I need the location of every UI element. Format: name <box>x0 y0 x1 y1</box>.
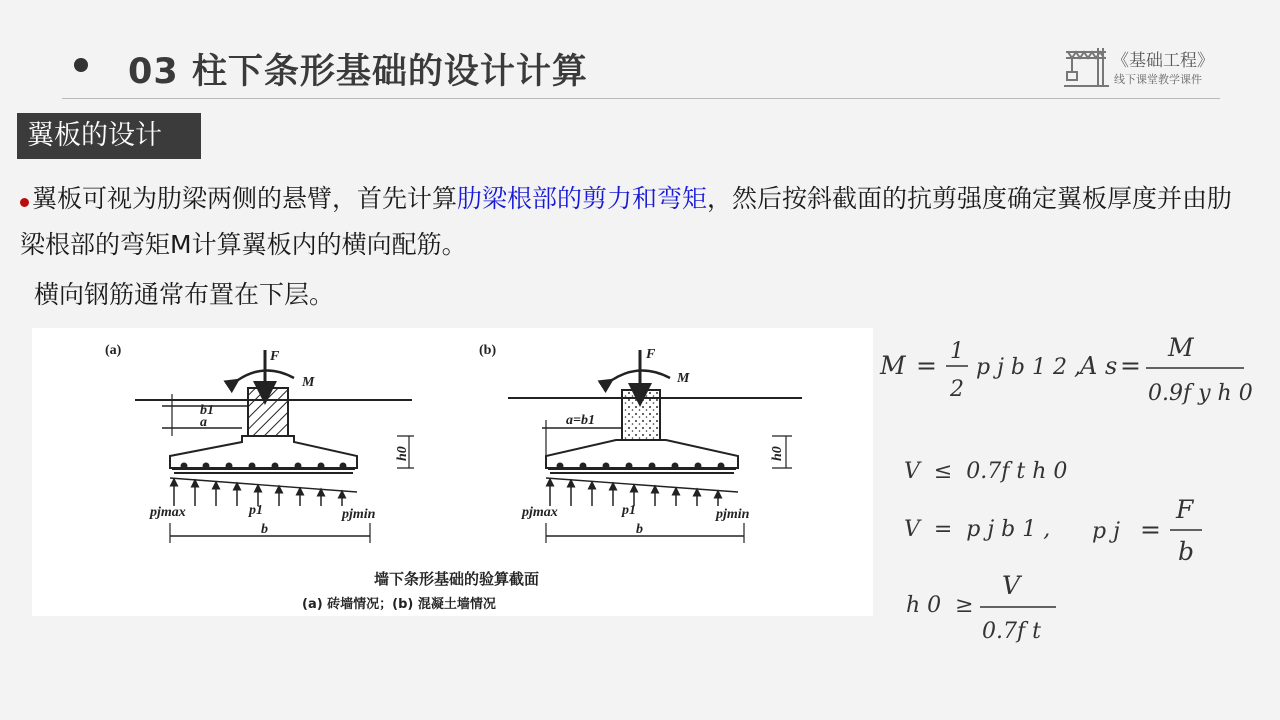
crane-icon <box>1062 44 1112 90</box>
label-a-dim: a <box>200 415 207 430</box>
label-b-b: b <box>636 522 643 537</box>
paragraph-highlight: 肋梁根部的剪力和弯矩 <box>457 184 708 213</box>
formula-h0-lhs: h 0 ≥ <box>906 593 974 618</box>
label-pjmin-b: pjmin <box>716 507 750 522</box>
label-F-b: F <box>646 347 656 362</box>
formula-pj-den: b <box>1178 537 1195 566</box>
formula-M-rhs: p j b 1 2 , <box>976 355 1081 380</box>
formula-V-shear: V ≤ 0.7f t h 0 <box>904 459 1068 484</box>
label-M-a: M <box>302 375 315 390</box>
label-M-b: M <box>677 371 690 386</box>
foundation-section-figure <box>32 328 873 616</box>
formula-As-eq: = <box>1120 351 1141 380</box>
formula-As-num: M <box>1168 333 1194 362</box>
formula-half-num: 1 <box>950 339 964 364</box>
red-bullet-icon <box>20 198 29 207</box>
section-label: 翼板的设计 <box>17 113 201 159</box>
paragraph-main <box>20 176 1250 268</box>
figure-subcaption: (a) 砖墙情况；(b) 混凝土墙情况 <box>302 597 496 612</box>
formula-pj-eq: = <box>1140 515 1161 544</box>
label-b-a: b <box>261 522 268 537</box>
formula-M-eq: = <box>916 351 937 380</box>
title-bullet <box>74 58 88 72</box>
page-title: 03 柱下条形基础的设计计算 <box>128 52 588 92</box>
formula-As-lhs: A s <box>1080 352 1118 380</box>
formula-panel <box>876 328 1276 658</box>
formula-svg <box>876 328 1276 658</box>
formula-As-den: 0.9f y h 0 <box>1148 381 1253 406</box>
pressure-arrows-b <box>550 479 718 506</box>
formula-half-den: 2 <box>950 377 964 402</box>
title-divider <box>62 98 1220 99</box>
pressure-arrows-a <box>174 479 342 506</box>
paragraph-second: 横向钢筋通常布置在下层。 <box>34 280 335 309</box>
formula-pj-num: F <box>1176 495 1194 524</box>
paragraph-text-b: ，然后按斜截面的抗剪强度确定翼板厚度并由肋梁根部的弯矩M计算翼板内的横向配筋。 <box>20 184 1233 259</box>
label-pjmax-b: pjmax <box>522 505 558 520</box>
formula-h0-num: V <box>1002 571 1021 600</box>
label-pjmax-a: pjmax <box>150 505 186 520</box>
formula-M-lhs: M <box>880 351 906 380</box>
foundation-diagram <box>32 328 873 616</box>
formula-V-def: V = p j b 1 , <box>904 517 1051 542</box>
label-p1-b: p1 <box>622 503 636 518</box>
label-a-eq-b1: a=b1 <box>566 413 595 428</box>
paragraph-text-a: 翼板可视为肋梁两侧的悬臂，首先计算 <box>32 184 458 213</box>
formula-h0-den: 0.7f t <box>982 619 1041 644</box>
formula-pj-lhs: p j <box>1092 519 1120 544</box>
logo-subtitle: 线下课堂教学课件 <box>1114 73 1202 86</box>
logo-title: 《基础工程》 <box>1112 51 1214 71</box>
label-p1-a: p1 <box>249 503 263 518</box>
label-h0-a: h0 <box>395 446 410 461</box>
course-logo <box>1062 44 1222 90</box>
label-F-a: F <box>270 349 280 364</box>
label-a: (a) <box>105 343 122 358</box>
label-b-panel: (b) <box>479 343 497 358</box>
label-h0-b: h0 <box>770 446 785 461</box>
label-pjmin-a: pjmin <box>342 507 376 522</box>
label-b1-a: b1 <box>200 403 214 418</box>
figure-caption: 墙下条形基础的验算截面 <box>374 570 540 588</box>
